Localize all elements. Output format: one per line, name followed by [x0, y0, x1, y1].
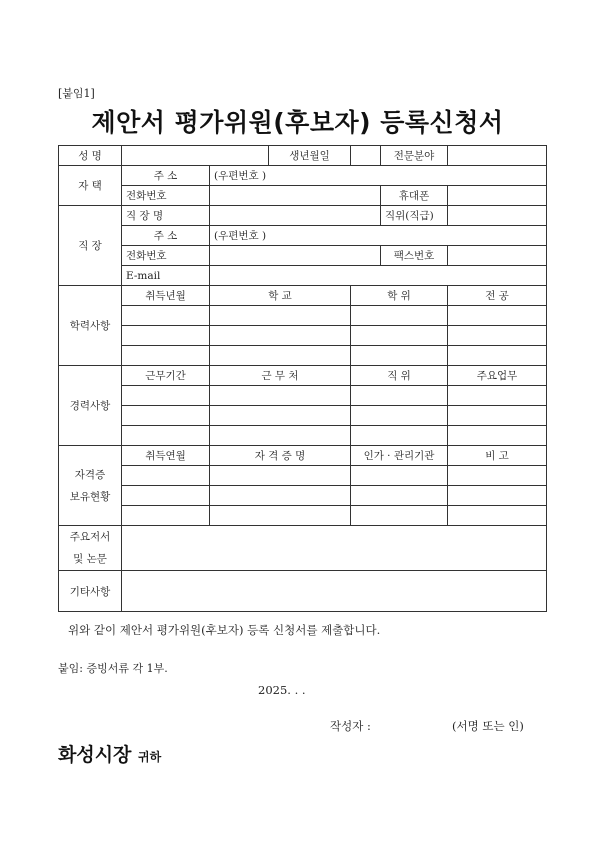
author-label: 작성자 :: [330, 719, 371, 733]
cell[interactable]: [351, 486, 448, 506]
publications-label: [59, 526, 122, 571]
cell[interactable]: [448, 506, 547, 526]
cell[interactable]: [210, 426, 351, 446]
certificates-header: 취득연월: [122, 446, 210, 466]
education-header: 학 위: [351, 286, 448, 306]
publications-field[interactable]: [122, 526, 547, 571]
cell[interactable]: [210, 506, 351, 526]
recipient-name: 화성시장: [58, 744, 132, 766]
work-company-field[interactable]: [210, 206, 381, 226]
cell[interactable]: [210, 386, 351, 406]
attachment-note: 붙임: 증빙서류 각 1부.: [58, 662, 168, 675]
date-field[interactable]: 2025. . .: [258, 683, 306, 697]
home-address-field[interactable]: (우편번호 ): [210, 166, 547, 186]
certificates-header: 비 고: [448, 446, 547, 466]
birth-label: 생년월일: [269, 146, 351, 166]
education-row: [59, 346, 547, 366]
cell[interactable]: [122, 386, 210, 406]
certificates-row: [59, 466, 547, 486]
publications-label-line2: 및 논문: [73, 553, 107, 565]
name-field[interactable]: [122, 146, 269, 166]
career-label: 경력사항: [59, 366, 122, 446]
work-email-field[interactable]: [210, 266, 547, 286]
cell[interactable]: [351, 306, 448, 326]
certificates-row: [59, 506, 547, 526]
cell[interactable]: [122, 346, 210, 366]
education-header: 학 교: [210, 286, 351, 306]
certificates-header: 인가 · 관리기관: [351, 446, 448, 466]
cell[interactable]: [210, 406, 351, 426]
recipient: [58, 740, 161, 767]
cell[interactable]: [448, 466, 547, 486]
home-phone-label: 전화번호: [122, 186, 210, 206]
education-row: [59, 306, 547, 326]
career-header: 근무기간: [122, 366, 210, 386]
cell[interactable]: [448, 306, 547, 326]
cell[interactable]: [351, 426, 448, 446]
work-company-label: 직 장 명: [122, 206, 210, 226]
declaration: 위와 같이 제안서 평가위원(후보자) 등록 신청서를 제출합니다.: [68, 623, 381, 637]
work-address-label: 주 소: [122, 226, 210, 246]
certificates-label-line1: 자격증: [74, 468, 106, 481]
work-address-field[interactable]: (우편번호 ): [210, 226, 547, 246]
cell[interactable]: [210, 306, 351, 326]
work-position-label: 직위(직급): [381, 206, 448, 226]
cell[interactable]: [122, 326, 210, 346]
cell[interactable]: [448, 406, 547, 426]
career-row: [59, 386, 547, 406]
career-header: 직 위: [351, 366, 448, 386]
education-label: 학력사항: [59, 286, 122, 366]
home-address-label: 주 소: [122, 166, 210, 186]
other-field[interactable]: [122, 571, 547, 612]
career-row: [59, 426, 547, 446]
cell[interactable]: [351, 466, 448, 486]
cell[interactable]: [122, 466, 210, 486]
cell[interactable]: [448, 386, 547, 406]
cell[interactable]: [122, 306, 210, 326]
cell[interactable]: [351, 326, 448, 346]
cell[interactable]: [122, 426, 210, 446]
cell[interactable]: [122, 406, 210, 426]
cell[interactable]: [210, 466, 351, 486]
education-header: 전 공: [448, 286, 547, 306]
education-header: 취득년월: [122, 286, 210, 306]
work-position-field[interactable]: [448, 206, 547, 226]
work-phone-field[interactable]: [210, 246, 381, 266]
home-label: 자 택: [59, 166, 122, 206]
cell[interactable]: [351, 386, 448, 406]
birth-field[interactable]: [351, 146, 381, 166]
education-row: [59, 326, 547, 346]
home-mobile-field[interactable]: [448, 186, 547, 206]
work-fax-label: 팩스번호: [381, 246, 448, 266]
recipient-suffix: 귀하: [138, 750, 162, 764]
registration-form: [58, 145, 547, 612]
work-phone-label: 전화번호: [122, 246, 210, 266]
work-email-label: E-mail: [122, 266, 210, 286]
attachment-label: [붙임1]: [58, 87, 95, 100]
other-label: 기타사항: [59, 571, 122, 612]
certificates-label-line2: 보유현황: [69, 490, 111, 503]
career-header: 주요업무: [448, 366, 547, 386]
certificates-row: [59, 486, 547, 506]
work-label: 직 장: [59, 206, 122, 286]
career-header: 근 무 처: [210, 366, 351, 386]
certificates-label: [59, 446, 122, 526]
name-label: 성 명: [59, 146, 122, 166]
page-title: 제안서 평가위원(후보자) 등록신청서: [91, 108, 504, 137]
certificates-header: 자 격 증 명: [210, 446, 351, 466]
home-mobile-label: 휴대폰: [381, 186, 448, 206]
work-fax-field[interactable]: [448, 246, 547, 266]
specialty-label: 전문분야: [381, 146, 448, 166]
cell[interactable]: [448, 346, 547, 366]
cell[interactable]: [448, 426, 547, 446]
cell[interactable]: [122, 486, 210, 506]
cell[interactable]: [448, 486, 547, 506]
cell[interactable]: [448, 326, 547, 346]
cell[interactable]: [210, 486, 351, 506]
cell[interactable]: [210, 326, 351, 346]
specialty-field[interactable]: [448, 146, 547, 166]
cell[interactable]: [351, 346, 448, 366]
home-phone-field[interactable]: [210, 186, 381, 206]
sign-note: (서명 또는 인): [452, 719, 524, 733]
cell[interactable]: [122, 506, 210, 526]
publications-label-line1: 주요저서: [69, 531, 111, 543]
cell[interactable]: [351, 406, 448, 426]
career-row: [59, 406, 547, 426]
cell[interactable]: [351, 506, 448, 526]
cell[interactable]: [210, 346, 351, 366]
